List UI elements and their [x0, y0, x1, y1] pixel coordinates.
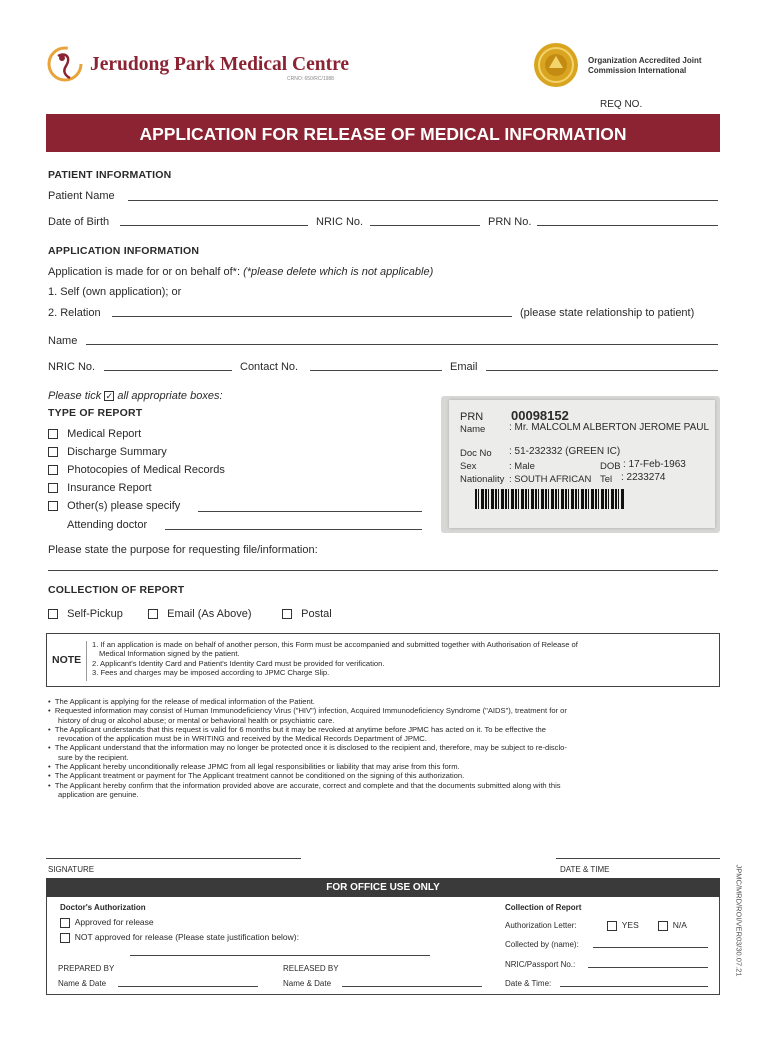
contact-label: Contact No. — [240, 361, 299, 373]
checkbox[interactable] — [60, 933, 70, 943]
card-dob-label: DOB — [600, 461, 621, 472]
collected-by-field[interactable] — [593, 947, 708, 948]
report-section-title: TYPE OF REPORT — [48, 407, 143, 419]
auth-letter-label: Authorization Letter: — [505, 921, 577, 930]
signature-field[interactable] — [46, 858, 301, 859]
card-sex-label: Sex — [460, 461, 477, 472]
applicant-nric-field[interactable] — [104, 370, 232, 371]
applicant-name-label: Name — [48, 335, 78, 347]
approved-label: Approved for release — [74, 917, 154, 927]
justification-field[interactable] — [130, 955, 430, 956]
prepared-name-date-field[interactable] — [118, 986, 258, 987]
checkbox[interactable] — [607, 921, 617, 931]
jci-seal-icon — [533, 42, 579, 88]
checkbox[interactable] — [48, 465, 58, 475]
signature-label: SIGNATURE — [48, 865, 95, 874]
report-type-discharge[interactable] — [48, 446, 167, 458]
tick-prefix: Please tick — [48, 390, 102, 402]
tick-suffix: all appropriate boxes: — [117, 390, 223, 402]
card-nat-label: Nationality — [460, 474, 505, 485]
relation-field[interactable] — [112, 316, 512, 317]
option-self: 1. Self (own application); or — [48, 286, 182, 298]
attending-doctor-label: Attending doctor — [67, 519, 148, 531]
note-label: NOTE — [52, 654, 82, 666]
terms-item: • Requested information may consist of Human Immunodeficiency Virus ("HIV") infection, Acquired Immunodeficiency Syndrome ("AIDS"), treatment for or — [48, 706, 567, 716]
made-for-text — [48, 266, 433, 278]
accreditation-text: Organization Accredited Joint Commission International — [588, 56, 702, 75]
dob-label: Date of Birth — [48, 216, 110, 228]
patient-card — [441, 396, 720, 533]
applicant-nric-label: NRIC No. — [48, 361, 96, 373]
checkbox[interactable] — [48, 447, 58, 457]
prepared-name-date-label: Name & Date — [58, 979, 107, 988]
note-item: 3. Fees and charges may be imposed according to JPMC Charge Slip. — [92, 667, 330, 677]
logo — [44, 42, 86, 86]
report-type-label: Photocopies of Medical Records — [67, 464, 225, 476]
prn-label: PRN No. — [488, 216, 532, 228]
na-label: N/A — [672, 920, 687, 930]
logo-icon — [44, 42, 86, 86]
relation-hint: (please state relationship to patient) — [520, 307, 695, 319]
not-approved-option[interactable] — [60, 932, 299, 943]
check-icon: ✓ — [105, 391, 114, 402]
attending-doctor-field[interactable] — [165, 529, 422, 530]
collection-email[interactable] — [148, 608, 252, 620]
form-code: JPMC/MRD/ROI/VER03/30.07.21 — [734, 864, 744, 977]
date-time-label: DATE & TIME — [560, 865, 610, 874]
terms-item: • The Applicant understand that the information may no longer be protected once it is disclosed to the recipient and, therefore, may be subject to re-disclo- — [48, 743, 567, 753]
report-type-label: Medical Report — [67, 428, 142, 440]
approved-option[interactable] — [60, 917, 154, 928]
card-name-label: Name — [460, 424, 486, 435]
option-relation: 2. Relation — [48, 307, 101, 319]
card-tel-value: : 2233274 — [621, 472, 666, 483]
terms-item: application are genuine. — [58, 789, 139, 799]
others-specify-field[interactable] — [198, 511, 422, 512]
terms-item: • The Applicant hereby confirm that the information provided above are accurate, correct and complete and that the documents submitted along with this — [48, 780, 561, 790]
collection-self-pickup[interactable] — [48, 608, 123, 620]
report-type-photocopies[interactable] — [48, 464, 225, 476]
terms-item: • The Applicant is applying for the release of medical information of the Patient. — [48, 697, 315, 706]
card-barcode — [475, 489, 625, 509]
checkbox[interactable] — [48, 483, 58, 493]
collection-option-label: Postal — [301, 608, 332, 620]
checkbox[interactable] — [48, 609, 58, 619]
collection-option-label: Self-Pickup — [67, 608, 123, 620]
brand-sub: CRNO: 650/RC/1988 — [287, 76, 334, 82]
note-item: Medical Information signed by the patient. — [99, 649, 240, 659]
report-type-label: Insurance Report — [67, 482, 152, 494]
terms-item: sure by the recipient. — [58, 752, 129, 762]
tick-instruction — [48, 390, 223, 402]
card-nat-value: : SOUTH AFRICAN — [509, 474, 592, 485]
released-by-label: RELEASED BY — [283, 964, 339, 973]
note-item: 2. Applicant's Identity Card and Patient's Identity Card must be provided for verification. — [92, 658, 385, 668]
released-name-date-label: Name & Date — [283, 979, 332, 988]
purpose-label: Please state the purpose for requesting file/information: — [48, 544, 318, 556]
card-doc-label: Doc No — [460, 448, 492, 459]
card-tel-label: Tel — [600, 474, 613, 485]
checkbox[interactable] — [60, 918, 70, 928]
note-items — [92, 640, 716, 677]
doctor-auth-title: Doctor's Authorization — [60, 903, 146, 912]
nric-passport-label: NRIC/Passport No.: — [505, 960, 576, 969]
terms-item: history of drug or alcohol abuse; or mental or behavioral health or psychiatric care. — [58, 715, 335, 725]
card-name-value: : Mr. MALCOLM ALBERTON JEROME PAUL — [509, 422, 710, 433]
report-type-label: Discharge Summary — [67, 446, 167, 458]
email-label: Email — [450, 361, 478, 373]
terms-item: • The Applicant hereby unconditionally release JPMC from all legal responsibilities or liability that may arise from this form. — [48, 762, 460, 772]
patient-name-field[interactable] — [128, 200, 718, 201]
brand-name: Jerudong Park Medical Centre — [90, 54, 350, 75]
terms-item: • The Applicant treatment or payment for The Applicant treatment cannot be conditioned on the signing of this authorization. — [48, 771, 465, 781]
report-type-label: Other(s) please specify — [67, 500, 181, 512]
note-divider — [86, 641, 87, 681]
prepared-by-label: PREPARED BY — [58, 964, 115, 973]
terms-item: • The Applicant understands that this request is valid for 6 months but it may be revoked at anytime before JPMC has acted on it. To be effective the — [48, 724, 546, 734]
applicant-name-field[interactable] — [86, 344, 718, 345]
terms-item: revocation of the application must be in WRITING and received by the Medical Records Department of JPMC. — [58, 734, 427, 744]
checkbox[interactable] — [48, 501, 58, 511]
collection-report-title: Collection of Report — [505, 903, 582, 912]
card-dob-value: : 17-Feb-1963 — [623, 459, 686, 470]
not-approved-label: NOT approved for release (Please state justification below): — [74, 932, 299, 942]
collection-option-label: Email (As Above) — [167, 608, 252, 620]
purpose-field[interactable] — [48, 570, 718, 571]
prn-field[interactable] — [537, 225, 718, 226]
card-doc-value: : 51-232332 (GREEN IC) — [509, 446, 621, 457]
contact-field[interactable] — [310, 370, 442, 371]
office-date-time-label: Date & Time: — [505, 979, 552, 988]
report-type-insurance[interactable] — [48, 482, 152, 494]
card-sex-value: : Male — [509, 461, 535, 472]
page-title: APPLICATION FOR RELEASE OF MEDICAL INFORMATION — [139, 124, 627, 144]
office-title: FOR OFFICE USE ONLY — [326, 882, 440, 893]
made-for-label: Application is made for or on behalf of*: — [48, 266, 241, 278]
collection-section-title: COLLECTION OF REPORT — [48, 584, 185, 596]
report-type-others[interactable] — [48, 500, 180, 512]
nric-passport-field[interactable] — [588, 967, 708, 968]
card-prn-label: PRN — [460, 411, 484, 423]
report-type-medical[interactable] — [48, 428, 141, 440]
checkbox[interactable] — [282, 609, 292, 619]
checkbox[interactable] — [48, 429, 58, 439]
made-for-note: (*please delete which is not applicable) — [243, 266, 434, 278]
req-no-label: REQ NO. — [600, 99, 643, 110]
card-prn-value: 00098152 — [511, 408, 569, 423]
nric-field[interactable] — [370, 225, 480, 226]
application-section-title: APPLICATION INFORMATION — [48, 245, 200, 257]
auth-yes-option[interactable] — [607, 920, 639, 931]
yes-label: YES — [621, 920, 639, 930]
released-name-date-field[interactable] — [342, 986, 482, 987]
auth-na-option[interactable] — [658, 920, 687, 931]
collection-postal[interactable] — [282, 608, 332, 620]
patient-section-title: PATIENT INFORMATION — [48, 169, 172, 181]
terms-list — [48, 697, 720, 799]
email-field[interactable] — [486, 370, 718, 371]
date-time-field[interactable] — [556, 858, 720, 859]
note-item: 1. If an application is made on behalf of another person, this Form must be accompanied and submitted together with Authorisation of Release of — [92, 640, 578, 649]
checkbox[interactable] — [148, 609, 158, 619]
checkbox[interactable] — [658, 921, 668, 931]
office-date-time-field[interactable] — [560, 986, 708, 987]
jci-seal — [533, 42, 579, 88]
nric-label: NRIC No. — [316, 216, 364, 228]
patient-name-label: Patient Name — [48, 190, 115, 202]
dob-field[interactable] — [120, 225, 308, 226]
collected-by-label: Collected by (name): — [505, 940, 579, 949]
